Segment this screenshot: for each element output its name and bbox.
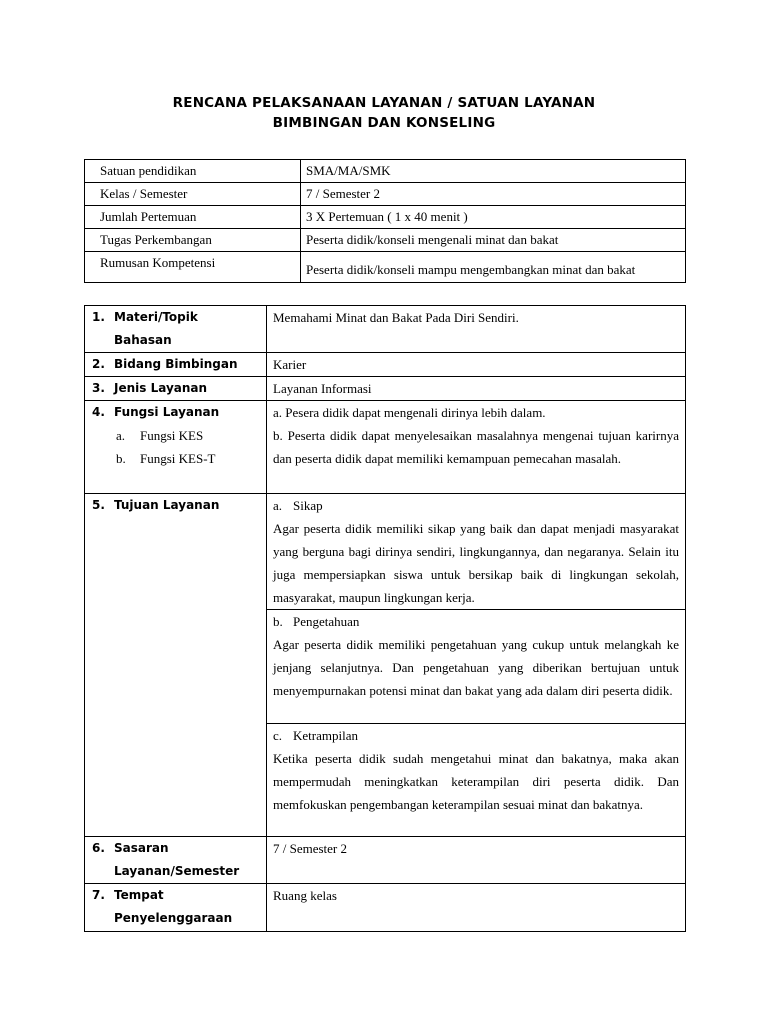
row-value: Layanan Informasi [267, 377, 686, 401]
main-row-materi [85, 306, 686, 353]
row-label [85, 494, 267, 837]
row-label [85, 401, 267, 494]
part-text: Ketika peserta didik sudah mengetahui minat dan bakatnya, maka akan mempermudah meningkatkan keterampilan diri peserta didik. Dan memfokuskan pengembangan keterampilan sesuai minat dan bakatnya. [273, 751, 679, 812]
document-title [0, 93, 768, 133]
main-row-jenis [85, 377, 686, 401]
row-label [85, 884, 267, 932]
sub-marker: b. [116, 451, 126, 466]
part-heading: Sikap [293, 498, 323, 513]
info-key: Jumlah Pertemuan [85, 206, 301, 229]
row-value: 7 / Semester 2 [267, 837, 686, 884]
part-heading: Ketrampilan [293, 728, 358, 743]
info-row [85, 206, 686, 229]
info-value-text: Peserta didik/konseli mampu mengembangkan minat dan bakat [306, 262, 636, 277]
part-text: Agar peserta didik memiliki pengetahuan yang cukup untuk melangkah ke jenjang selanjutnya. Dan pengetahuan yang diberikan bertujuan untuk menyempurnakan potensi minat dan bakat yang ada dalam diri peserta didik. [273, 637, 679, 698]
info-key: Satuan pendidikan [85, 160, 301, 183]
row-label-line2: Layanan/Semester [114, 864, 240, 878]
sub-marker: a. [116, 428, 126, 443]
part-heading: Pengetahuan [293, 614, 360, 629]
info-row [85, 252, 686, 283]
tujuan-part [267, 610, 686, 724]
row-number: 1. [92, 310, 105, 324]
row-label [85, 837, 267, 884]
row-label [85, 377, 267, 401]
tujuan-part [267, 724, 686, 837]
main-row-bidang [85, 353, 686, 377]
row-number: 4. [92, 405, 105, 419]
main-row-tujuan-sikap [85, 494, 686, 610]
row-label-line1: Materi/Topik [114, 310, 198, 324]
row-number: 3. [92, 381, 105, 395]
row-label-line2: Bahasan [114, 333, 172, 347]
info-value: SMA/MA/SMK [301, 160, 686, 183]
row-value: Ruang kelas [267, 884, 686, 932]
sub-item-kes-t: Fungsi KES-T [140, 451, 216, 466]
main-row-sasaran [85, 837, 686, 884]
row-label [85, 353, 267, 377]
part-text: Agar peserta didik memiliki sikap yang baik dan dapat menjadi masyarakat yang berguna bagi dirinya sendiri, lingkungannya, dan negaranya. Selain itu juga mempersiapkan siswa untuk bersikap baik di lingkungan sekolah, masyarakat, maupun lingkungan kerja. [273, 521, 679, 605]
part-marker: c. [273, 728, 283, 743]
row-label-line2: Penyelenggaraan [114, 911, 233, 925]
row-value: Karier [267, 353, 686, 377]
part-marker: a. [273, 498, 283, 513]
row-value: Memahami Minat dan Bakat Pada Diri Sendiri. [267, 306, 686, 353]
row-number: 7. [92, 888, 105, 902]
info-value: 3 X Pertemuan ( 1 x 40 menit ) [301, 206, 686, 229]
row-label [85, 306, 267, 353]
info-row [85, 183, 686, 206]
row-label-line1: Sasaran [114, 841, 169, 855]
info-key: Tugas Perkembangan [85, 229, 301, 252]
row-label-text: Fungsi Layanan [114, 405, 220, 419]
row-label-text: Jenis Layanan [114, 381, 208, 395]
row-label-text: Tujuan Layanan [114, 498, 220, 512]
title-line-1: RENCANA PELAKSANAAN LAYANAN / SATUAN LAYANAN [172, 95, 596, 111]
main-table [84, 305, 686, 932]
info-key: Kelas / Semester [85, 183, 301, 206]
main-row-fungsi [85, 401, 686, 494]
info-value [301, 252, 686, 283]
row-number: 5. [92, 498, 105, 512]
row-number: 2. [92, 357, 105, 371]
info-row [85, 229, 686, 252]
fungsi-value-b: b. Peserta didik dapat menyelesaikan masalahnya mengenai tujuan karirnya dan peserta didik dapat memiliki kemampuan pemecahan masalah. [273, 428, 679, 466]
row-number: 6. [92, 841, 105, 855]
main-row-tempat [85, 884, 686, 932]
part-marker: b. [273, 614, 283, 629]
fungsi-value-a: a. Pesera didik dapat mengenali dirinya lebih dalam. [273, 405, 546, 420]
tujuan-part [267, 494, 686, 610]
info-table [84, 159, 686, 283]
info-value: Peserta didik/konseli mengenali minat dan bakat [301, 229, 686, 252]
title-line-2: BIMBINGAN DAN KONSELING [272, 115, 496, 131]
info-row [85, 160, 686, 183]
info-value: 7 / Semester 2 [301, 183, 686, 206]
sub-item-kes: Fungsi KES [140, 428, 204, 443]
row-label-line1: Tempat [114, 888, 164, 902]
info-key: Rumusan Kompetensi [85, 252, 301, 283]
row-value [267, 401, 686, 494]
row-label-text: Bidang Bimbingan [114, 357, 238, 371]
